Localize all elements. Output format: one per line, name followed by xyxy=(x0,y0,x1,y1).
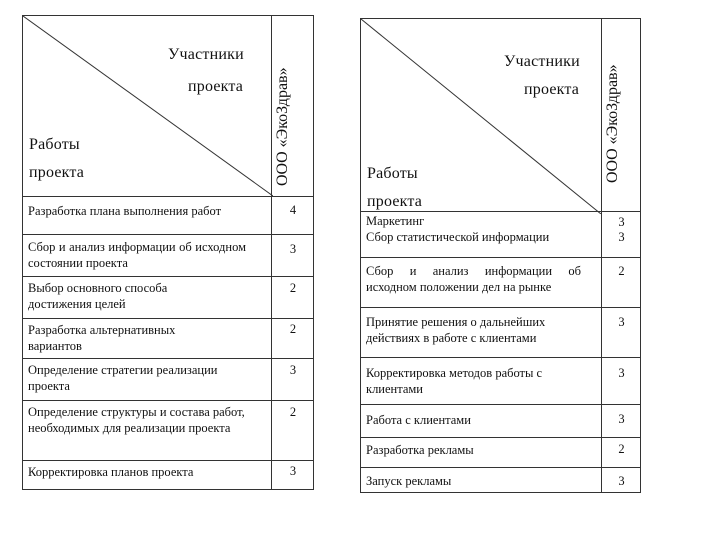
table-row-text: Работа с клиентами xyxy=(366,413,471,427)
row-divider xyxy=(23,358,313,359)
table-row-value: 2 xyxy=(618,442,625,456)
table-row-value: 3 xyxy=(289,242,297,256)
table-row-value: 2 xyxy=(289,281,297,295)
project-top-label: проекта xyxy=(188,78,244,95)
company-header: ООО «ЭкоЗдрав» xyxy=(274,67,291,186)
header-diagonal-line xyxy=(361,19,601,214)
table-row-value: 2 xyxy=(289,405,297,419)
table-row-value: 2 xyxy=(289,322,297,336)
table-row-text: Корректировка планов проекта xyxy=(28,465,194,479)
participants-label: Участники xyxy=(168,46,244,63)
row-divider xyxy=(361,404,640,405)
row-divider xyxy=(361,257,640,258)
right-table xyxy=(360,18,641,493)
table-row-text: Маркетинг xyxy=(366,214,425,228)
row-divider xyxy=(23,196,313,197)
table-row-value: 3 xyxy=(618,412,625,426)
row-divider xyxy=(361,211,640,212)
row-divider xyxy=(23,460,313,461)
left-table xyxy=(22,15,314,490)
table-row-text: Сбор и анализ информации об исходном состоянии проекта xyxy=(28,240,246,270)
row-divider xyxy=(23,234,313,235)
table-row-value: 3 xyxy=(289,464,297,478)
table-row-value: 2 xyxy=(618,264,625,278)
table-row-value: 3 xyxy=(618,366,625,380)
table-row-value: 4 xyxy=(289,203,297,217)
table-row-value: 3 xyxy=(618,230,625,244)
project-top-label: проекта xyxy=(524,81,580,98)
table-row-value: 3 xyxy=(289,363,297,377)
table-row-text: Разработка рекламы xyxy=(366,443,474,457)
table-row-text: Принятие решения о дальнейших действиях в работе с клиентами xyxy=(366,315,546,345)
table-row-value: 3 xyxy=(618,315,625,329)
row-divider xyxy=(361,437,640,438)
column-divider xyxy=(601,19,602,492)
table-row-text: Разработка альтернативных вариантов xyxy=(28,323,176,353)
table-row-text: Определение структуры и состава работ, необходимых для реализации проекта xyxy=(28,405,245,435)
row-divider xyxy=(361,307,640,308)
works-label: Работы xyxy=(367,165,418,182)
column-divider xyxy=(271,16,272,489)
row-divider xyxy=(361,467,640,468)
participants-label: Участники xyxy=(504,53,580,70)
company-header: ООО «ЭкоЗдрав» xyxy=(604,64,621,183)
table-row-text: Запуск рекламы xyxy=(366,474,452,488)
project-bottom-label: проекта xyxy=(29,164,85,181)
table-row-text: Выбор основного способа достижения целей xyxy=(28,281,168,311)
table-row-value: 3 xyxy=(618,215,625,229)
project-bottom-label: проекта xyxy=(367,193,423,210)
table-row-text: Сбор статистической информации xyxy=(366,230,550,244)
row-divider xyxy=(361,357,640,358)
table-row-value: 3 xyxy=(618,474,625,488)
table-row-text: Сбор и анализ информации об исходном положении дел на рынке xyxy=(366,264,581,294)
row-divider xyxy=(23,318,313,319)
table-row-text: Определение стратегии реализации проекта xyxy=(28,363,218,393)
table-row-text: Разработка плана выполнения работ xyxy=(28,204,222,218)
row-divider xyxy=(23,400,313,401)
table-row-text: Корректировка методов работы с клиентами xyxy=(366,366,543,396)
works-label: Работы xyxy=(29,136,80,153)
row-divider xyxy=(23,276,313,277)
